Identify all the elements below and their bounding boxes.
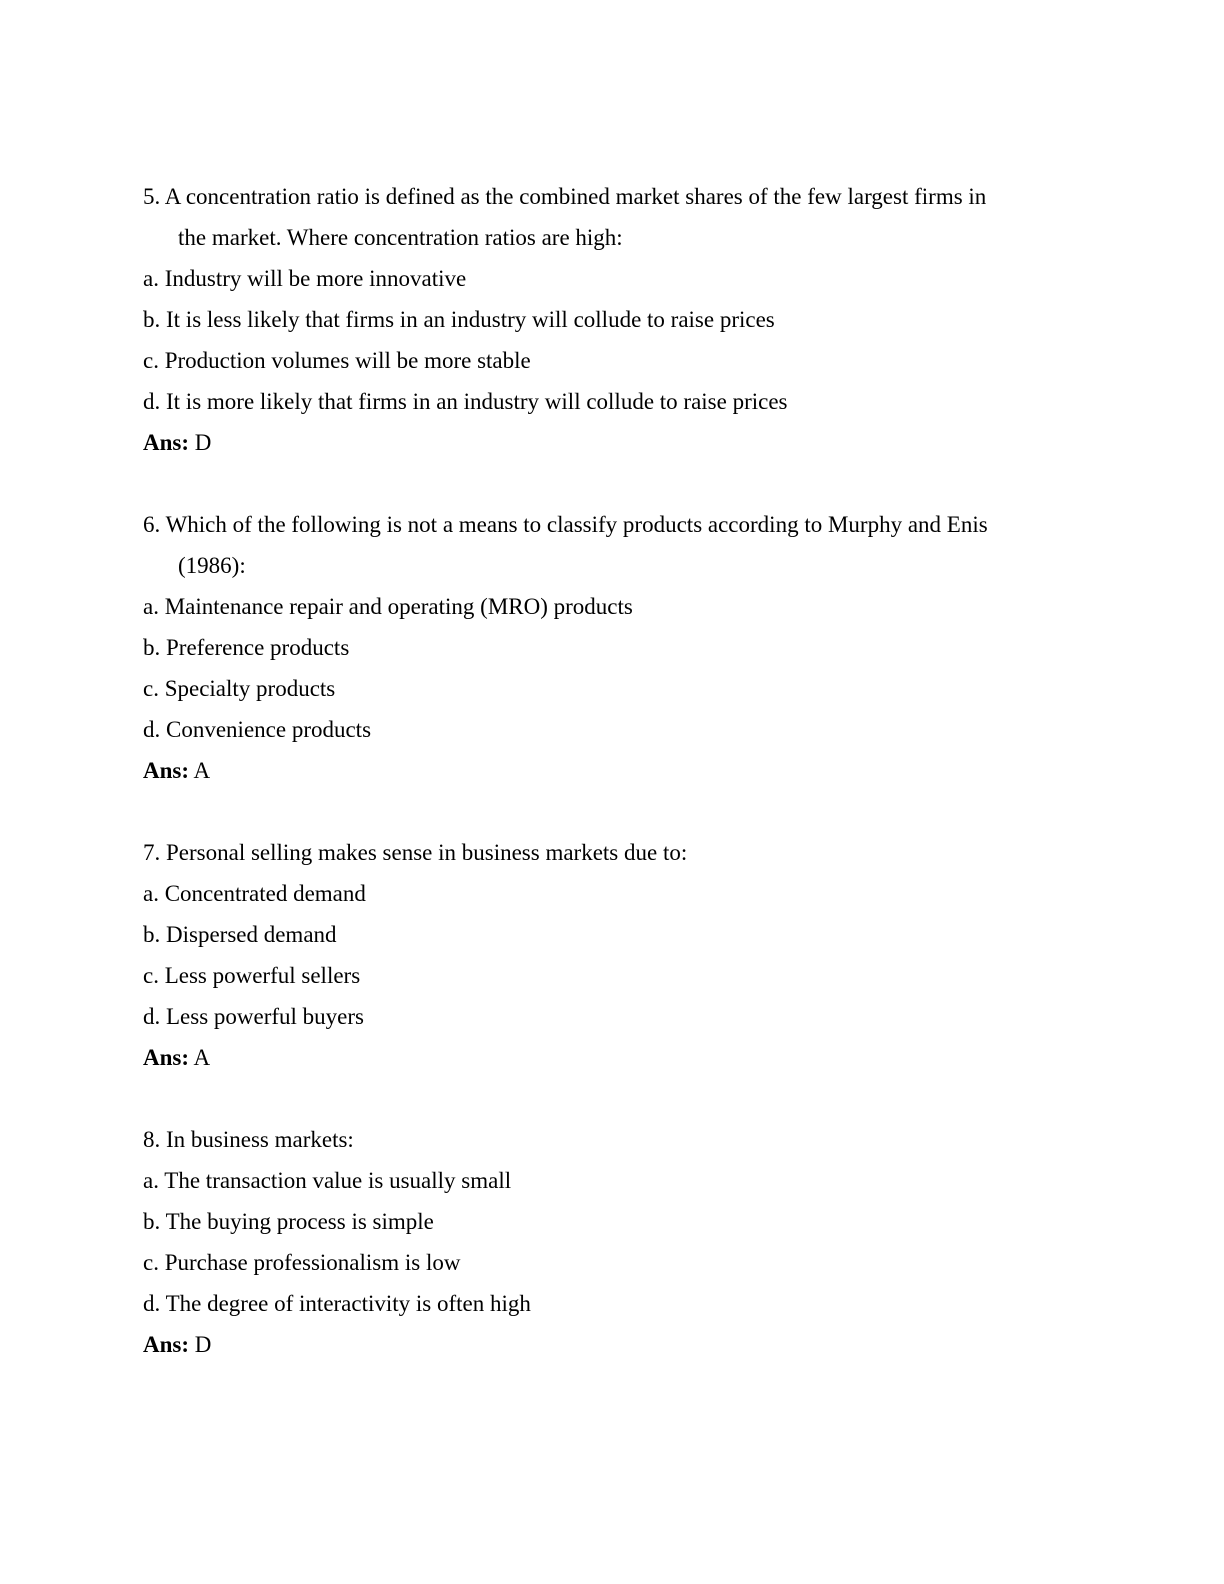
- option-c: c. Purchase professionalism is low: [143, 1250, 461, 1275]
- answer-label: Ans:: [143, 430, 190, 455]
- answer-line: [143, 756, 1043, 797]
- question-5: [143, 182, 1043, 469]
- answer-label: Ans:: [143, 1332, 190, 1357]
- answer-value: D: [189, 430, 212, 455]
- question-6: [143, 510, 1043, 797]
- option-a: a. Industry will be more innovative: [143, 266, 467, 291]
- answer-label: Ans:: [143, 1045, 190, 1070]
- option-b: b. The buying process is simple: [143, 1209, 434, 1234]
- question-stem: 5. A concentration ratio is defined as the combined market shares of the few largest firms in: [143, 184, 987, 209]
- option-c: c. Specialty products: [143, 676, 336, 701]
- answer-value: A: [189, 1045, 211, 1070]
- option-c: c. Less powerful sellers: [143, 963, 361, 988]
- option-b: b. Dispersed demand: [143, 922, 337, 947]
- answer-line: [143, 1043, 1043, 1084]
- question-stem: 6. Which of the following is not a means to classify products according to Murphy and Enis: [143, 512, 988, 537]
- question-stem: 7. Personal selling makes sense in business markets due to:: [143, 840, 688, 865]
- question-7: [143, 838, 1043, 1084]
- option-a: a. Concentrated demand: [143, 881, 366, 906]
- option-c: c. Production volumes will be more stable: [143, 348, 531, 373]
- option-d: d. It is more likely that firms in an industry will collude to raise prices: [143, 389, 788, 414]
- option-d: d. The degree of interactivity is often high: [143, 1291, 531, 1316]
- option-a: a. Maintenance repair and operating (MRO) products: [143, 594, 633, 619]
- question-stem-continuation: the market. Where concentration ratios are high:: [178, 225, 623, 250]
- answer-label: Ans:: [143, 758, 190, 783]
- option-d: d. Less powerful buyers: [143, 1004, 365, 1029]
- question-stem-continuation: (1986):: [178, 553, 246, 578]
- option-a: a. The transaction value is usually small: [143, 1168, 512, 1193]
- question-8: [143, 1125, 1043, 1371]
- answer-line: [143, 428, 1043, 469]
- answer-value: A: [189, 758, 211, 783]
- answer-value: D: [189, 1332, 212, 1357]
- question-stem: 8. In business markets:: [143, 1127, 354, 1152]
- answer-line: [143, 1330, 1043, 1371]
- option-b: b. It is less likely that firms in an industry will collude to raise prices: [143, 307, 775, 332]
- option-b: b. Preference products: [143, 635, 350, 660]
- option-d: d. Convenience products: [143, 717, 372, 742]
